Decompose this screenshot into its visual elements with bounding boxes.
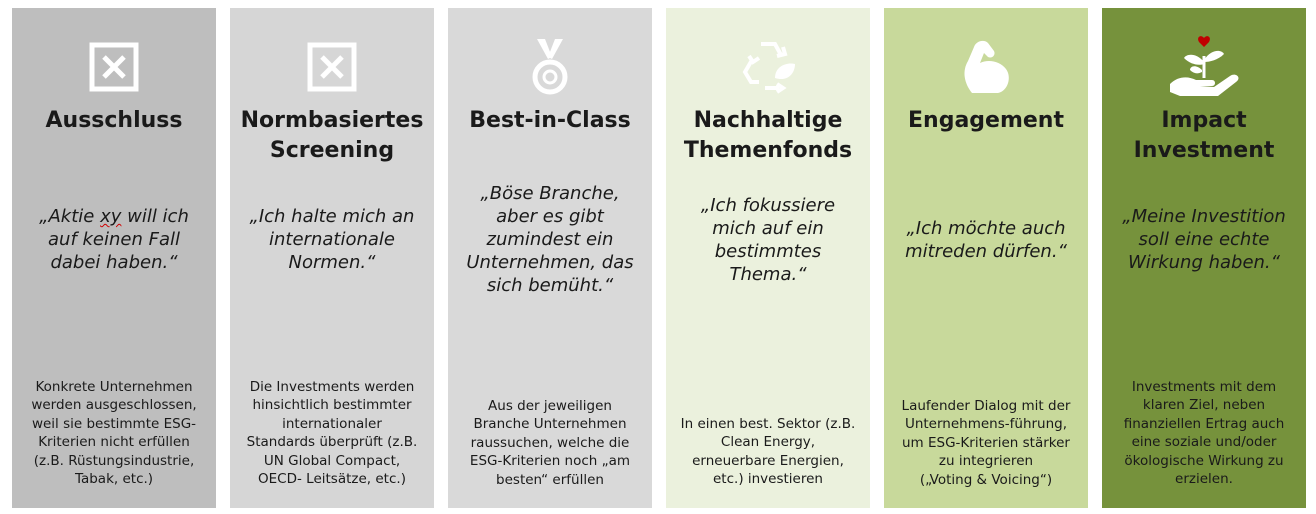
- column-quote: „Aktie xy will ich auf keinen Fall dabei haben.“: [39, 206, 189, 273]
- column-title: Ausschluss: [45, 108, 183, 133]
- column-description: Aus der jeweiligen Branche Unternehmen raussuchen, welche die ESG-Kriterien noch „am besten“ erfüllen: [469, 398, 631, 488]
- column-description: Konkrete Unternehmen werden ausgeschlossen, weil sie bestimmte ESG- Kriterien nicht erfüllen (z.B. Rüstungsindustrie, Tabak, etc.): [31, 379, 197, 488]
- strategy-column-engagement: [884, 8, 1088, 508]
- medal-icon: [448, 34, 652, 100]
- column-title: Impact Investment: [1133, 108, 1275, 163]
- strategy-column-best-in-class: [448, 8, 652, 508]
- column-quote: „Ich möchte auch mitreden dürfen.“: [905, 218, 1067, 262]
- column-quote: „Ich fokussiere mich auf ein bestimmtes Thema.“: [700, 195, 836, 285]
- column-description: Laufender Dialog mit der Unternehmens-führung, um ESG-Kriterien stärker zu integrieren („Voting & Voicing“): [901, 398, 1071, 488]
- strategy-column-impact-investment: [1102, 8, 1306, 508]
- x-box-icon: [230, 34, 434, 100]
- column-quote: „Meine Investition soll eine echte Wirkung haben.“: [1122, 206, 1286, 273]
- column-title: Engagement: [908, 108, 1064, 133]
- column-title: Nachhaltige Themenfonds: [683, 108, 853, 163]
- column-title: Normbasiertes Screening: [240, 108, 424, 163]
- x-box-icon: [12, 34, 216, 100]
- recycle-leaf-icon: [666, 34, 870, 100]
- strategy-column-nachhaltige-themenfonds: [666, 8, 870, 508]
- column-title: Best-in-Class: [469, 108, 631, 133]
- strategy-column-normbasiertes-screening: [230, 8, 434, 508]
- column-quote: „Ich halte mich an internationale Normen.“: [249, 206, 415, 273]
- column-description: Investments mit dem klaren Ziel, neben finanziellen Ertrag auch eine soziale und/oder ökologische Wirkung zu erzielen.: [1123, 379, 1285, 488]
- column-description: Die Investments werden hinsichtlich bestimmter internationaler Standards überprüft (z.B. UN Global Compact, OECD- Leitsätze, etc.): [246, 379, 418, 488]
- flexed-arm-icon: [884, 34, 1088, 100]
- strategy-column-ausschluss: [12, 8, 216, 508]
- column-description: In einen best. Sektor (z.B. Clean Energy, erneuerbare Energien, etc.) investieren: [680, 416, 856, 488]
- column-quote: „Böse Branche, aber es gibt zumindest ein Unternehmen, das sich bemüht.“: [466, 183, 634, 296]
- hand-plant-heart-icon: [1102, 34, 1306, 100]
